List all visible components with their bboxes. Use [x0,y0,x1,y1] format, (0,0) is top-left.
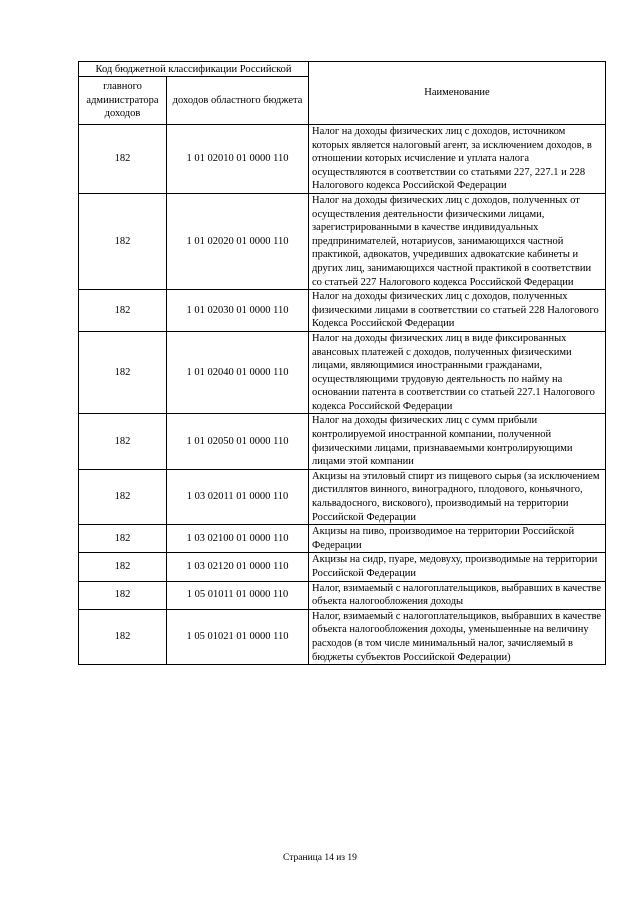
header-row-group [79,62,606,77]
header-income: доходов областного бюджета [167,77,309,125]
admin-code-cell: 182 [79,469,167,524]
admin-code-cell: 182 [79,193,167,289]
income-code-cell: 1 03 02120 01 0000 110 [167,553,309,581]
name-cell: Акцизы на пиво, производимое на территории Российской Федерации [309,525,606,553]
budget-classification-table [78,61,606,665]
income-code-cell: 1 03 02100 01 0000 110 [167,525,309,553]
name-cell: Налог, взимаемый с налогоплательщиков, выбравших в качестве объекта налогообложения доходы [309,581,606,609]
name-cell: Налог на доходы физических лиц с доходов, источником которых является налоговый агент, за исключением доходов, в отношении которых исчисление и уплата налога осуществляются в соответствии со статьями 227, 227.1 и 228 Налогового кодекса Российской Федерации [309,125,606,194]
header-admin: главного администратора доходов [79,77,167,125]
name-cell: Налог на доходы физических лиц с доходов, полученных от осуществления деятельности физическими лицами, зарегистрированными в качестве индивидуальных предпринимателей, нотариусов, занимающихся частной практикой, адвокатов, учредивших адвокатские кабинеты и других лиц, занимающихся частной практикой в соответствии со статьей 227 Налогового кодекса Российской Федерации [309,193,606,289]
income-code-cell: 1 01 02030 01 0000 110 [167,290,309,332]
admin-code-cell: 182 [79,525,167,553]
admin-code-cell: 182 [79,553,167,581]
table-body [79,125,606,665]
income-code-cell: 1 01 02040 01 0000 110 [167,331,309,414]
admin-code-cell: 182 [79,331,167,414]
table-row [79,331,606,414]
income-code-cell: 1 01 02050 01 0000 110 [167,414,309,469]
name-cell: Акцизы на этиловый спирт из пищевого сырья (за исключением дистиллятов винного, виноградного, плодового, коньячного, кальвадосного, вискового), производимый на территории Российской Федерации [309,469,606,524]
income-code-cell: 1 01 02020 01 0000 110 [167,193,309,289]
name-cell: Налог на доходы физических лиц с сумм прибыли контролируемой иностранной компании, полученной физическими лицами, признаваемыми контролирующими лицами этой компании [309,414,606,469]
name-cell: Налог на доходы физических лиц в виде фиксированных авансовых платежей с доходов, полученных физическими лицами, являющимися иностранными гражданами, осуществляющими трудовую деятельность по найму на основании патента в соответствии со статьей 227.1 Налогового кодекса Российской Федерации [309,331,606,414]
header-group: Код бюджетной классификации Российской [79,62,309,77]
income-code-cell: 1 05 01021 01 0000 110 [167,609,309,664]
income-code-cell: 1 03 02011 01 0000 110 [167,469,309,524]
admin-code-cell: 182 [79,414,167,469]
name-cell: Налог на доходы физических лиц с доходов, полученных физическими лицами в соответствии со статьей 228 Налогового Кодекса Российской Федерации [309,290,606,332]
admin-code-cell: 182 [79,581,167,609]
page-number: Страница 14 из 19 [283,853,357,863]
table-row [79,553,606,581]
table-row [79,525,606,553]
table-row [79,609,606,664]
table-row [79,469,606,524]
name-cell: Налог, взимаемый с налогоплательщиков, выбравших в качестве объекта налогообложения доходы, уменьшенные на величину расходов (в том числе минимальный налог, зачисляемый в бюджеты субъектов Российской Федерации) [309,609,606,664]
admin-code-cell: 182 [79,290,167,332]
header-name: Наименование [309,62,606,125]
table-row [79,193,606,289]
name-cell: Акцизы на сидр, пуаре, медовуху, производимые на территории Российской Федерации [309,553,606,581]
table-row [79,414,606,469]
admin-code-cell: 182 [79,125,167,194]
admin-code-cell: 182 [79,609,167,664]
income-code-cell: 1 05 01011 01 0000 110 [167,581,309,609]
table-row [79,125,606,194]
table-row [79,581,606,609]
table-row [79,290,606,332]
income-code-cell: 1 01 02010 01 0000 110 [167,125,309,194]
